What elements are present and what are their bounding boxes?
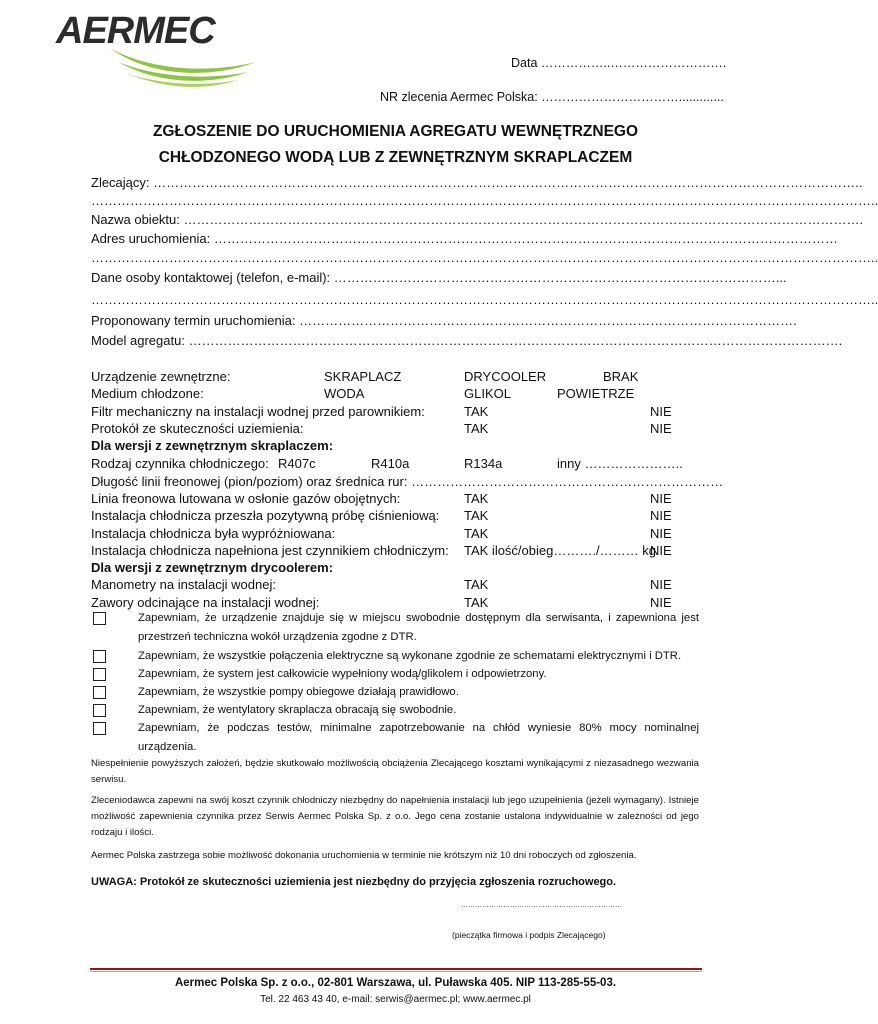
note-startup-term: Aermec Polska zastrzega sobie możliwość dokonania uruchomienia w terminie nie krótszym niż 10 dni roboczych od zgłoszenia. xyxy=(91,850,637,861)
cooled-medium-label: Medium chłodzone: xyxy=(91,386,204,401)
footer-divider-thin xyxy=(90,971,702,972)
vacuum-no[interactable]: NIE xyxy=(650,526,672,541)
filter-no[interactable]: NIE xyxy=(650,404,672,419)
declaration-text: Zapewniam, że system jest całkowicie wypełniony wodą/glikolem i odpowietrzony. xyxy=(138,668,547,680)
option-drycooler[interactable]: DRYCOOLER xyxy=(464,369,547,384)
field-contact-person[interactable]: Dane osoby kontaktowej (telefon, e-mail): …………………………………………………………………………………………... xyxy=(91,270,787,285)
option-none[interactable]: BRAK xyxy=(603,369,639,384)
field-unit-model[interactable]: Model agregatu: ……………………………………………………………………………………………………………………………………. xyxy=(91,333,843,348)
grounding-yes[interactable]: TAK xyxy=(464,421,489,436)
refrigerant-type-label: Rodzaj czynnika chłodniczego: xyxy=(91,456,269,471)
option-air[interactable]: POWIETRZE xyxy=(557,386,635,401)
declaration-checkbox[interactable] xyxy=(93,650,106,663)
footer-contact-info: Tel. 22 463 43 40, e-mail: serwis@aermec.pl; www.aermec.pl xyxy=(260,994,531,1005)
refrigerant-filled-label: Instalacja chłodnicza napełniona jest czynnikiem chłodniczym: xyxy=(91,543,449,558)
pressure-test-yes[interactable]: TAK xyxy=(464,508,489,523)
order-number-field[interactable]: NR zlecenia Aermec Polska: ……………………………............. xyxy=(380,90,724,104)
manometers-no[interactable]: NIE xyxy=(650,577,672,592)
shutoff-valves-yes[interactable]: TAK xyxy=(464,595,489,610)
warning-text: UWAGA: Protokół ze skuteczności uziemienia jest niezbędny do przyjęcia zgłoszenia rozruchowego. xyxy=(91,876,617,888)
logo-swoosh-icon xyxy=(108,40,258,88)
declaration-text: Zapewniam, że urządzenie znajduje się w miejscu swobodnie dostępnym dla serwisanta, i zapewniona jest przestrzeń techniczna wokół urządzenia zgodne z DTR. xyxy=(138,612,699,643)
external-unit-label: Urządzenie zewnętrzne: xyxy=(91,369,231,384)
section-condenser-heading: Dla wersji z zewnętrznym skraplaczem: xyxy=(91,438,334,453)
option-r410a[interactable]: R410a xyxy=(371,456,410,471)
filter-label: Filtr mechaniczny na instalacji wodnej przed parownikiem: xyxy=(91,404,425,419)
option-glycol[interactable]: GLIKOL xyxy=(464,386,511,401)
note-unfulfilled-conditions: Niespełnienie powyższych założeń, będzie skutkowało możliwością obciążenia Zlecającego kosztami wynikającymi z niezasadnego wezwania serwisu. xyxy=(91,758,699,785)
page-subtitle: CHŁODZONEGO WODĄ LUB Z ZEWNĘTRZNYM SKRAPLACZEM xyxy=(158,149,633,166)
vacuum-yes[interactable]: TAK xyxy=(464,526,489,541)
filter-yes[interactable]: TAK xyxy=(464,404,489,419)
vacuum-label: Instalacja chłodnicza była wypróżniowana: xyxy=(91,526,336,541)
declaration-text: Zapewniam, że wszystkie połączenia elektryczne są wykonane zgodnie ze schematami elektrycznymi i DTR. xyxy=(138,650,682,662)
option-condenser[interactable]: SKRAPLACZ xyxy=(324,369,402,384)
declaration-checkbox[interactable] xyxy=(93,612,106,625)
brazed-line-label: Linia freonowa lutowana w osłonie gazów obojętnych: xyxy=(91,491,401,506)
manometers-yes[interactable]: TAK xyxy=(464,577,489,592)
footer-company-info: Aermec Polska Sp. z o.o., 02-801 Warszawa, ul. Puławska 405. NIP 113-285-55-03. xyxy=(174,977,617,989)
option-r407c[interactable]: R407c xyxy=(278,456,316,471)
declaration-text: Zapewniam, że podczas testów, minimalne zapotrzebowanie na chłód wyniesie 80% mocy nominalnej urządzenia. xyxy=(138,722,699,753)
company-logo: AERMEC xyxy=(56,10,215,52)
signature-caption: (pieczątka firmowa i podpis Zlecającego) xyxy=(452,930,606,940)
field-contact-person-cont[interactable]: ……………………………………………………………………………………………………………………………………………………………….. xyxy=(91,292,878,307)
field-ordering-party-cont[interactable]: ……………………………………………………………………………………………………………………………………………………………….. xyxy=(91,193,878,208)
declaration-checkbox[interactable] xyxy=(93,686,106,699)
declaration-text: Zapewniam, że wentylatory skraplacza obracają się swobodnie. xyxy=(138,704,457,716)
field-proposed-date[interactable]: Proponowany termin uruchomienia: ……………………………………………………………………………………………………. xyxy=(91,313,797,328)
option-water[interactable]: WODA xyxy=(324,386,365,401)
option-r134a[interactable]: R134a xyxy=(464,456,503,471)
pressure-test-label: Instalacja chłodnicza przeszła pozytywną próbę ciśnieniową: xyxy=(91,508,440,523)
grounding-no[interactable]: NIE xyxy=(650,421,672,436)
brazed-no[interactable]: NIE xyxy=(650,491,672,506)
declaration-text: Zapewniam, że wszystkie pompy obiegowe działają prawidłowo. xyxy=(138,686,459,698)
declaration-checkbox[interactable] xyxy=(93,704,106,717)
shutoff-valves-label: Zawory odcinające na instalacji wodnej: xyxy=(91,595,320,610)
manometers-label: Manometry na instalacji wodnej: xyxy=(91,577,276,592)
section-drycooler-heading: Dla wersji z zewnętrznym drycoolerem: xyxy=(91,560,334,575)
field-object-name[interactable]: Nazwa obiektu: …………………………………………………………………………………………………………………………………………. xyxy=(91,212,864,227)
brazed-yes[interactable]: TAK xyxy=(464,491,489,506)
refrigerant-filled-no[interactable]: NIE xyxy=(650,543,672,558)
shutoff-valves-no[interactable]: NIE xyxy=(650,595,672,610)
note-refrigerant-supply: Zleceniodawca zapewni na swój koszt czynnik chłodniczy niezbędny do napełnienia instalacji lub jego uzupełnienia (jeżeli wymagany). Istnieje możliwość zapewnienia czynnika przez Serwis Aermec Polska Sp. z o.o. Jego cena zostanie ustalona indywidualnie w zależności od jego rodzaju i ilości. xyxy=(91,795,699,838)
page-title: ZGŁOSZENIE DO URUCHOMIENIA AGREGATU WEWNĘTRZNEGO xyxy=(152,123,639,140)
declaration-checkbox[interactable] xyxy=(93,668,106,681)
pressure-test-no[interactable]: NIE xyxy=(650,508,672,523)
refrigerant-filled-yes[interactable]: TAK ilość/obieg………./……… kg xyxy=(464,543,656,558)
freon-line-length-field[interactable]: Długość linii freonowej (pion/poziom) oraz średnica rur: ……………………………………………………………… xyxy=(91,474,724,489)
footer-divider xyxy=(90,968,702,970)
date-field[interactable]: Data ……………..………………………. xyxy=(511,56,727,70)
grounding-protocol-label: Protokół ze skuteczności uziemienia: xyxy=(91,421,304,436)
signature-line[interactable]: …………………………………………………………… xyxy=(461,902,622,909)
field-startup-address-cont[interactable]: ……………………………………………………………………………………………………………………………………………………………….. xyxy=(91,250,878,265)
field-ordering-party[interactable]: Zlecający: ……………………………………………………………………………………………………………………………………………….. xyxy=(91,175,863,190)
field-startup-address[interactable]: Adres uruchomienia: ……………………………………………………………………………………………………………………………… xyxy=(91,231,838,246)
option-other-refrigerant[interactable]: inny ………………….. xyxy=(557,456,683,471)
declaration-checkbox[interactable] xyxy=(93,722,106,735)
